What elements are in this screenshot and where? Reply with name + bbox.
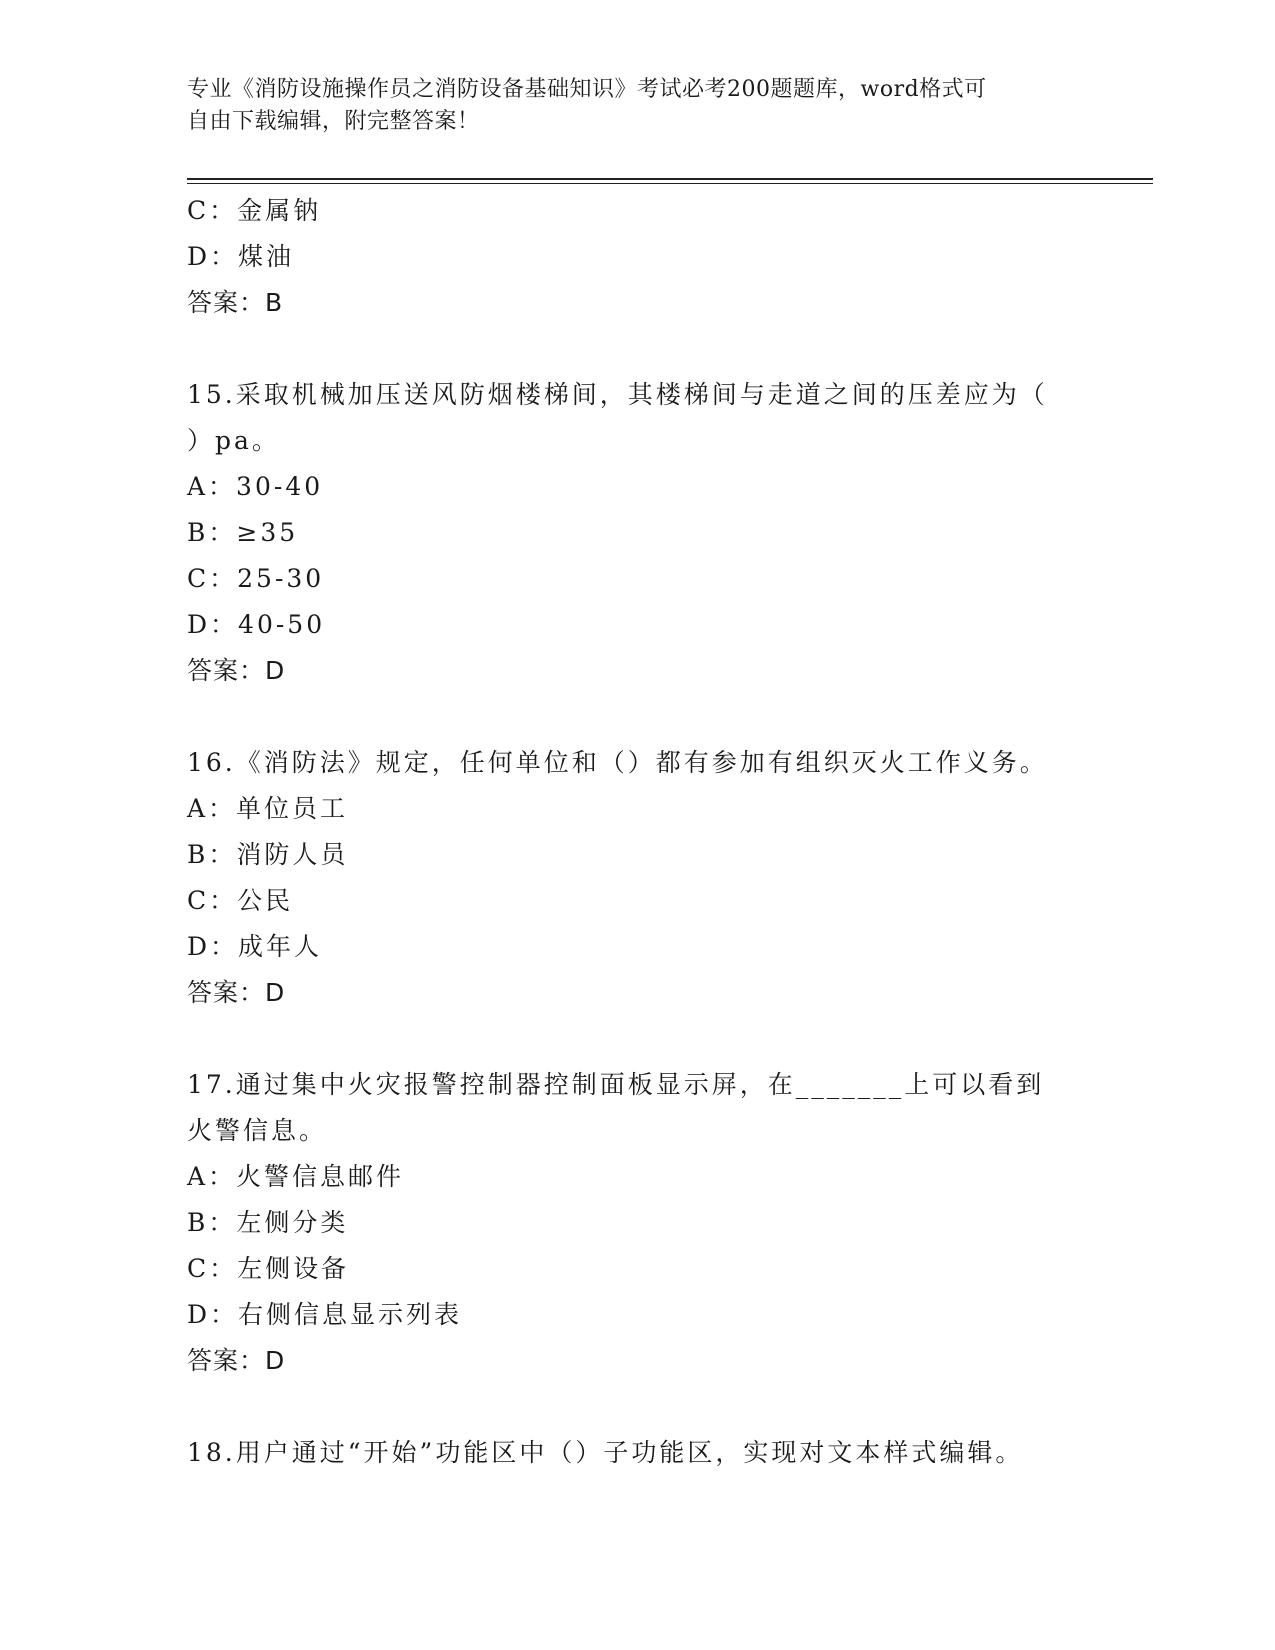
header-line-2: 自由下载编辑，附完整答案！ [187,109,480,134]
option-a: A：30-40 [187,472,324,501]
option-c: C：左侧设备 [187,1254,350,1283]
option-a: A：火警信息邮件 [187,1162,405,1191]
question-stem-continued: ）pa。 [187,426,280,455]
answer: 答案：D [187,1346,286,1375]
spacer [187,1384,1087,1430]
question-stem: 18.用户通过“开始”功能区中（）子功能区，实现对文本样式编辑。 [187,1438,1024,1467]
question-17 [187,1062,1087,1384]
question-stem-continued: 火警信息。 [187,1116,328,1145]
header-rule-thin [187,183,1153,184]
option-d: D：40-50 [187,610,326,639]
option-d: D：煤油 [187,242,295,271]
page-header [187,74,1067,138]
question-15 [187,372,1087,694]
question-stem: 15.采取机械加压送风防烟楼梯间，其楼梯间与走道之间的压差应为（ [187,380,1048,409]
option-c: C：公民 [187,886,294,915]
spacer [187,1016,1087,1062]
question-18 [187,1430,1087,1476]
spacer [187,694,1087,740]
option-d: D：成年人 [187,932,323,961]
option-d: D：右侧信息显示列表 [187,1300,463,1329]
answer: 答案：B [187,288,284,317]
option-a: A：单位员工 [187,794,349,823]
option-b: B：消防人员 [187,840,349,869]
question-list [187,188,1087,1476]
header-rule-thick [187,178,1153,180]
question-stem: 16.《消防法》规定，任何单位和（）都有参加有组织灭火工作义务。 [187,748,1048,777]
question-stem: 17.通过集中火灾报警控制器控制面板显示屏，在_______上可以看到 [187,1070,1045,1099]
option-b: B：≥35 [187,518,299,547]
option-b: B：左侧分类 [187,1208,349,1237]
answer: 答案：D [187,978,286,1007]
answer: 答案：D [187,656,286,685]
spacer [187,326,1087,372]
header-line-1: 专业《消防设施操作员之消防设备基础知识》考试必考200题题库，word格式可 [187,77,987,102]
option-c: C：金属钠 [187,196,322,225]
question-14 [187,188,1087,326]
question-16 [187,740,1087,1016]
option-c: C：25-30 [187,564,325,593]
